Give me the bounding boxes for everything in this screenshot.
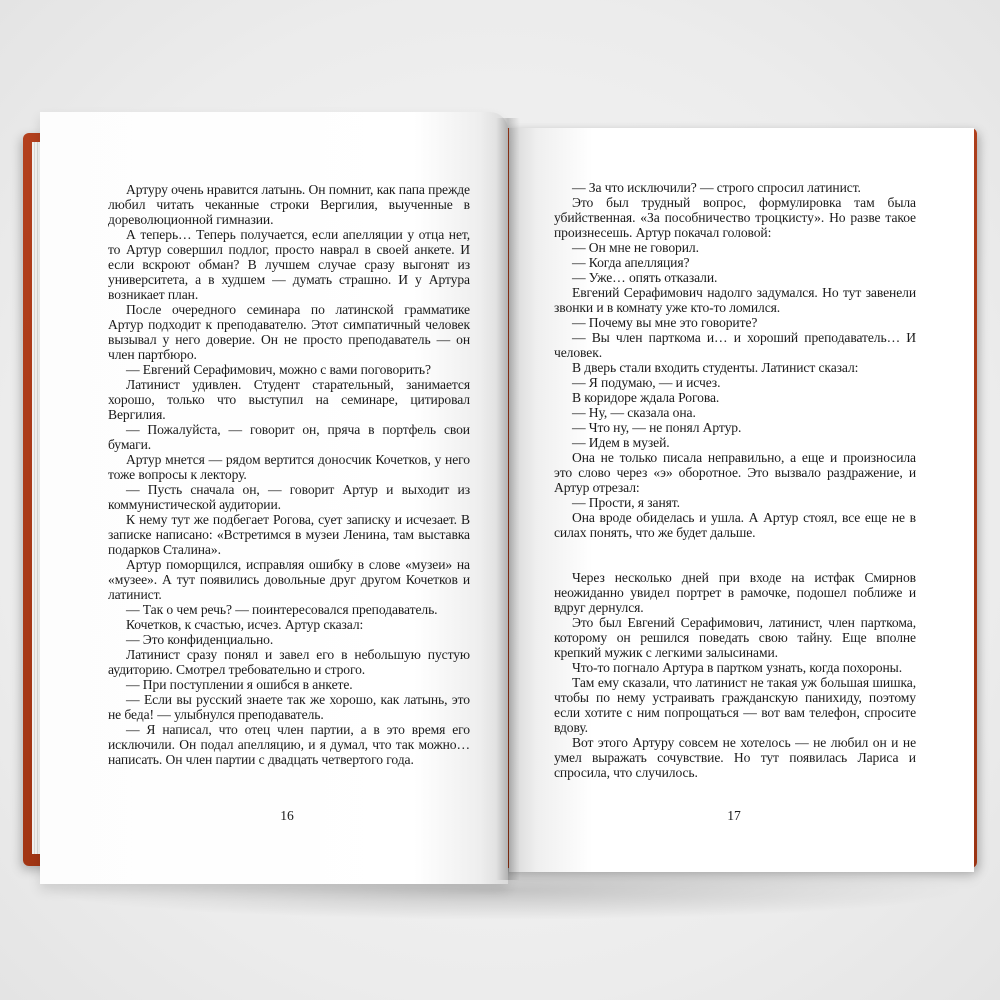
- paragraph: Латинист сразу понял и завел его в небольшую пустую аудиторию. Смотрел требовательно и строго.: [108, 647, 470, 677]
- paragraph: Она не только писала неправильно, а еще и произносила это слово через «э» оборотное. Это вызвало раздражение, и Артур отрезал:: [554, 450, 916, 495]
- paragraph: — Евгений Серафимович, можно с вами поговорить?: [126, 362, 431, 377]
- paragraph: — Я подумаю, — и исчез.: [572, 375, 721, 390]
- paragraph: — За что исключили? — строго спросил латинист.: [572, 180, 861, 195]
- paragraph: — Уже… опять отказали.: [572, 270, 718, 285]
- paragraph: — Я написал, что отец член партии, а в это время его исключили. Он подал апелляцию, и я думал, что так можно… написать. Он член партии с двадцать четвертого года.: [108, 722, 470, 767]
- paragraph: — Ну, — сказала она.: [572, 405, 696, 420]
- paragraph: Артур поморщился, исправляя ошибку в слове «музеи» на «музее». А тут появились довольные друг другом Кочетков и латинист.: [108, 557, 470, 602]
- paragraph: — Это конфиденциально.: [126, 632, 274, 647]
- paragraph: Там ему сказали, что латинист не такая уж большая шишка, чтобы по нему устраивать гражданскую панихиду, поэтому если хотите с ним попрощаться — вот вам телефон, спросите вдову.: [554, 675, 916, 735]
- paragraph: — Если вы русский знаете так же хорошо, как латынь, это не беда! — улыбнулся преподаватель.: [108, 692, 470, 722]
- paragraph: Кочетков, к счастью, исчез. Артур сказал:: [126, 617, 364, 632]
- right-page: [509, 128, 974, 872]
- book-gutter-shadow: [496, 118, 520, 880]
- paragraph: — Вы член парткома и… и хороший преподаватель… И человек.: [554, 330, 916, 360]
- paragraph: Через несколько дней при входе на истфак Смирнов неожиданно увидел портрет в рамочке, подошел поближе и вдруг дернулся.: [554, 570, 916, 615]
- paragraph: А теперь… Теперь получается, если апелляции у отца нет, то Артур совершил подлог, просто наврал в своей анкете. И если вскроют обман? В лучшем случае сразу выгонят из университета, а в худшем — думать страшно. И у Артура возникает план.: [108, 227, 470, 302]
- paragraph: — Так о чем речь? — поинтересовался преподаватель.: [126, 602, 438, 617]
- paragraph: Артуру очень нравится латынь. Он помнит, как папа прежде любил читать чеканные строки Вергилия, выученные в дореволюционной гимназии.: [108, 182, 470, 227]
- paragraph: — Что ну, — не понял Артур.: [572, 420, 742, 435]
- right-page-text: [554, 180, 916, 780]
- paragraph: — Пожалуйста, — говорит он, пряча в портфель свои бумаги.: [108, 422, 470, 452]
- paragraph: — Почему вы мне это говорите?: [572, 315, 758, 330]
- paragraph: Артур мнется — рядом вертится доносчик Кочетков, у него тоже вопросы к лектору.: [108, 452, 470, 482]
- paragraph: — При поступлении я ошибся в анкете.: [126, 677, 353, 692]
- paragraph: — Пусть сначала он, — говорит Артур и выходит из коммунистической аудитории.: [108, 482, 470, 512]
- paragraph: Вот этого Артуру совсем не хотелось — не любил он и не умел выражать сочувствие. Но тут появилась Лариса и спросила, что случилось.: [554, 735, 916, 780]
- paragraph: К нему тут же подбегает Рогова, сует записку и исчезает. В записке написано: «Встретимся в музеи Ленина, там выставка подарков Сталина».: [108, 512, 470, 557]
- paragraph: Евгений Серафимович надолго задумался. Но тут завенели звонки и в комнату уже кто-то ломился.: [554, 285, 916, 315]
- page-number-right: 17: [727, 808, 741, 823]
- paragraph: В дверь стали входить студенты. Латинист сказал:: [572, 360, 859, 375]
- paragraph: — Он мне не говорил.: [572, 240, 699, 255]
- paragraph: В коридоре ждала Рогова.: [572, 390, 720, 405]
- paragraph: Она вроде обиделась и ушла. А Артур стоял, все еще не в силах понять, что же будет дальше.: [554, 510, 916, 540]
- paragraph: — Когда апелляция?: [572, 255, 690, 270]
- paragraph: Что-то погнало Артура в партком узнать, когда похороны.: [572, 660, 903, 675]
- left-page-text: [108, 182, 470, 767]
- paragraph: — Идем в музей.: [572, 435, 670, 450]
- paragraph: Это был трудный вопрос, формулировка там была убийственная. «За пособничество троцкисту». Но разве такое произнесешь. Артур покачал головой:: [554, 195, 916, 240]
- paragraph: Это был Евгений Серафимович, латинист, член парткома, которому он решился поведать свою тайну. Еще вполне крепкий мужик с легкими залысинами.: [554, 615, 916, 660]
- paragraph: — Прости, я занят.: [572, 495, 680, 510]
- left-page: [40, 112, 508, 884]
- paragraph: После очередного семинара по латинской грамматике Артур подходит к преподавателю. Этот симпатичный человек вызывал у него доверие. Он не просто преподаватель — он член партбюро.: [108, 302, 470, 362]
- paragraph: Латинист удивлен. Студент старательный, занимается хорошо, только что выступил на семинаре, цитировал Вергилия.: [108, 377, 470, 422]
- page-number-left: 16: [280, 808, 294, 823]
